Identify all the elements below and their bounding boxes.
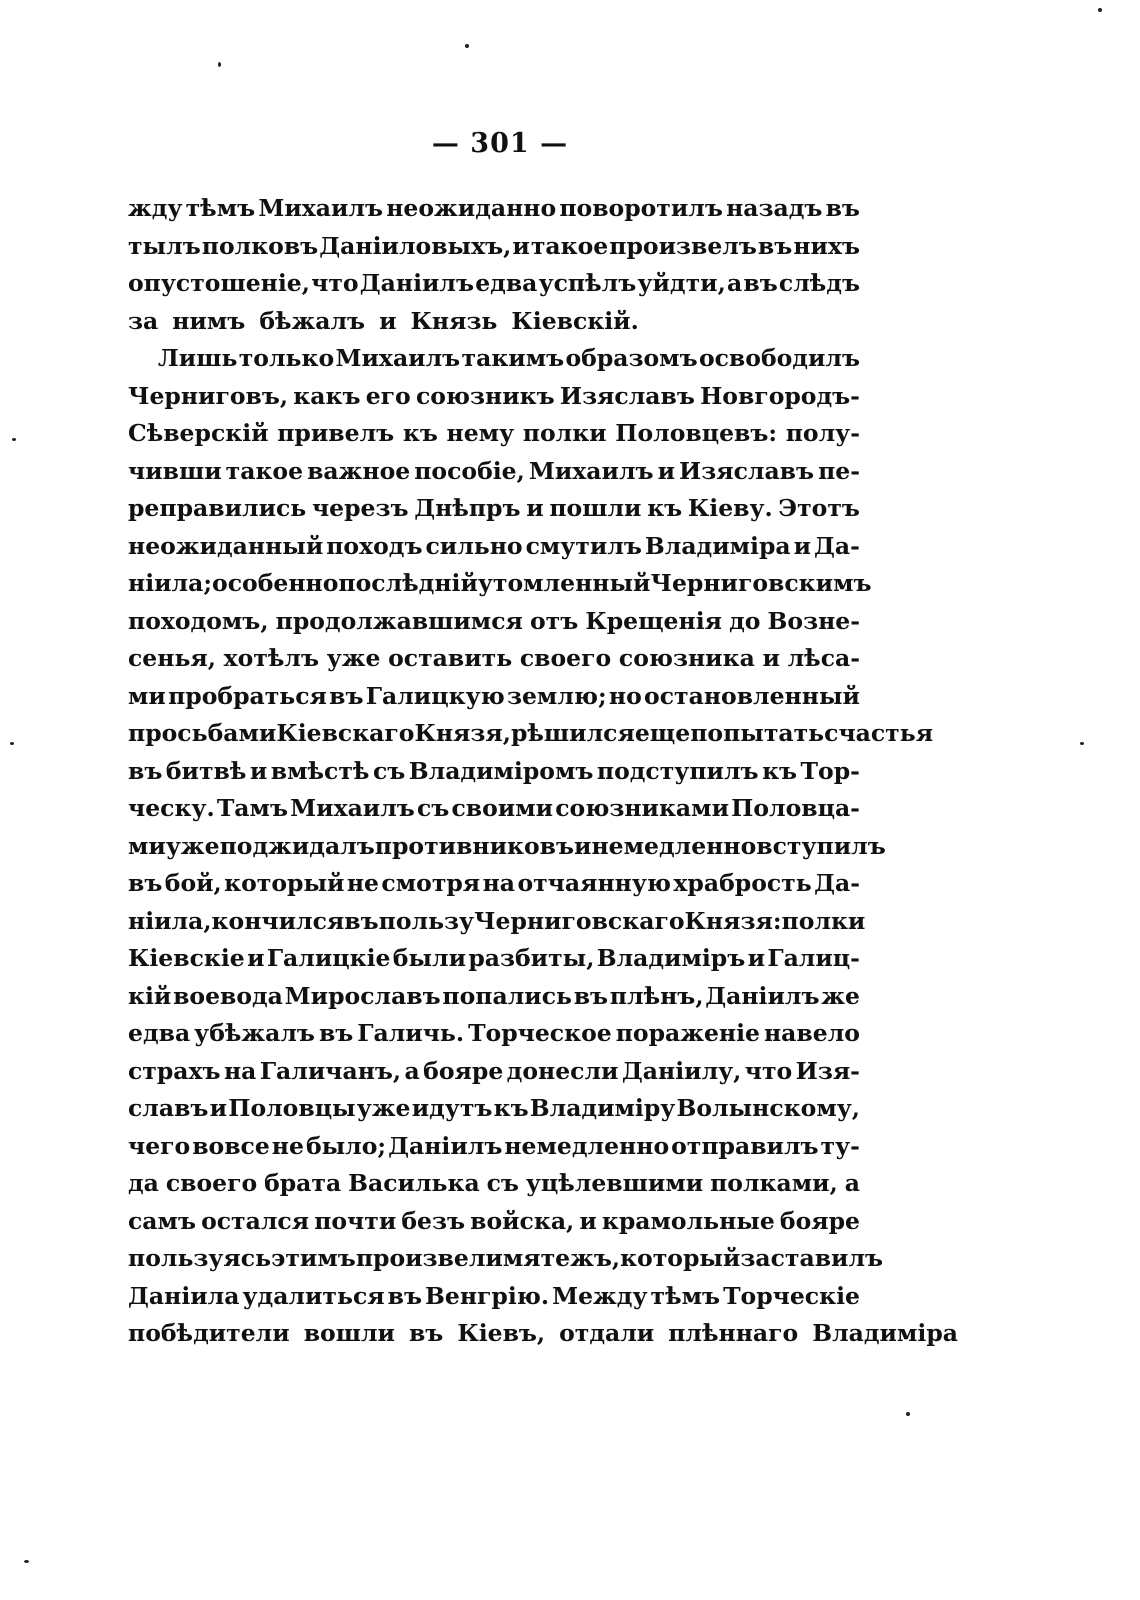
scan-speck [1098,8,1102,12]
text-line: Кіевскіе и Галицкіе были разбиты, Владиміръ и Галиц- [128,944,860,972]
body-text [128,190,958,1353]
text-line: чивши такое важное пособіе, Михаилъ и Изяславъ пе- [128,456,860,485]
text-line: побѣдители вошли въ Кіевъ, отдали плѣннаго Владиміра [128,1319,958,1347]
text-line: опустошеніе, что Даніилъ едва успѣлъ уйдти, а въ слѣдъ [128,269,860,297]
scan-speck [10,742,14,745]
text-line: ніила, кончился въ пользу Черниговскаго Князя: полки [128,906,866,935]
text-line: въ бой, который не смотря на отчаянную храбрость Да- [128,869,860,897]
scan-speck [465,44,469,48]
text-line: походомъ, продолжавшимся отъ Крещенія до Возне- [128,606,860,635]
scan-speck [12,438,16,441]
text-line: тылъ полковъ Даніиловыхъ, и такое произвелъ въ нихъ [128,231,860,260]
text-line: просьбами Кіевскаго Князя, рѣшился еще попытать счастья [128,719,934,747]
text-line: Лишь только Михаилъ такимъ образомъ освободилъ [158,344,860,372]
text-line: ми уже поджидалъ противниковъ и немедленно вступилъ [128,831,886,860]
text-line: неожиданный походъ сильно смутилъ Владиміра и Да- [128,531,860,560]
scan-speck [24,1560,29,1563]
text-line: да своего брата Василька съ уцѣлевшими полками, а [128,1169,860,1197]
text-line: едва убѣжалъ въ Галичь. Торческое пораженіе навело [128,1019,860,1047]
text-line: пользуясь этимъ произвели мятежъ, который заставилъ [128,1244,884,1272]
text-line: Даніила удалиться въ Венгрію. Между тѣмъ Торческіе [128,1281,860,1310]
text-line: ческу. Тамъ Михаилъ съ своими союзниками Половца- [128,794,860,822]
text-line: жду тѣмъ Михаилъ неожиданно поворотилъ назадъ въ [128,194,860,222]
text-line: самъ остался почти безъ войска, и крамольные бояре [128,1206,860,1235]
scan-speck [218,62,221,67]
text-line: кій воевода Мирославъ попались въ плѣнъ, Даніилъ же [128,981,860,1010]
text-line: за нимъ бѣжалъ и Князь Кіевскій. [128,306,639,335]
scan-speck [906,1412,910,1416]
scan-speck [1080,742,1084,745]
text-line: славъ и Половцы уже идутъ къ Владиміру Волынскому, [128,1094,860,1122]
text-line: Сѣверскій привелъ къ нему полки Половцевъ: полу- [128,419,860,447]
text-line: въ битвѣ и вмѣстѣ съ Владиміромъ подступилъ къ Тор- [128,756,860,785]
text-line: реправились черезъ Днѣпръ и пошли къ Кіеву. Этотъ [128,494,860,522]
text-line: Черниговъ, какъ его союзникъ Изяславъ Новгородъ- [128,381,860,410]
text-line: ніила; особенно послѣдній утомленный Черниговскимъ [128,569,872,597]
text-line: ми пробраться въ Галицкую землю; но остановленный [128,681,860,710]
text-line: чего вовсе не было; Даніилъ немедленно отправилъ ту- [128,1131,860,1160]
text-line: страхъ на Галичанъ, а бояре донесли Даніилу, что Изя- [128,1056,860,1085]
page-number: — 301 — [431,128,569,159]
text-line: сенья, хотѣлъ уже оставить своего союзника и лѣса- [128,644,860,672]
